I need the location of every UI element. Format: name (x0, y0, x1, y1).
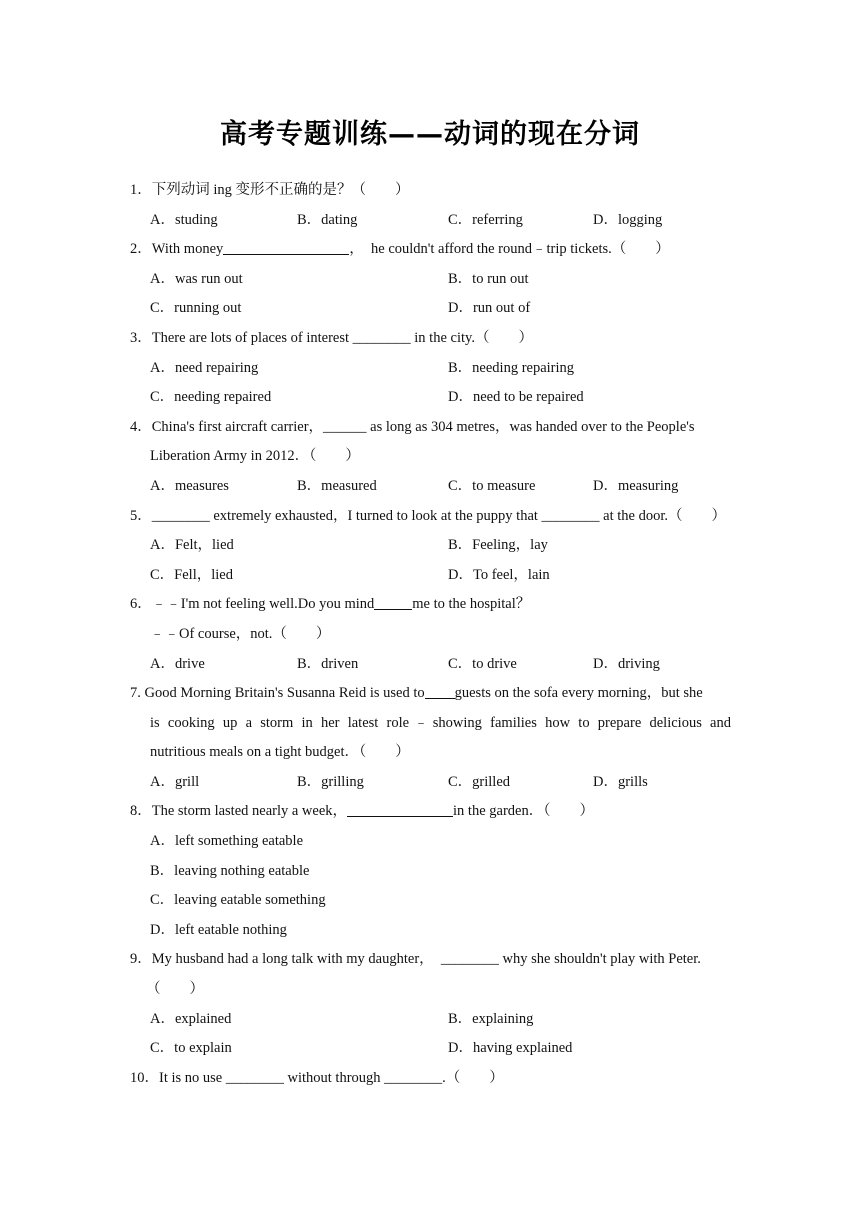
question-9-options-row-2 (0, 1034, 860, 1064)
option-c[interactable]: C．to measure (448, 477, 536, 494)
question-7-options (0, 768, 860, 798)
question-3-options-row-2 (0, 383, 860, 413)
question-2 (0, 235, 860, 324)
question-7-stem-start: 7. Good Morning Britain's Susanna Reid is used to (130, 685, 425, 702)
question-6-options (0, 650, 860, 680)
option-b[interactable]: B．Feeling，lay (448, 537, 548, 554)
option-c[interactable]: C．leaving eatable something (150, 892, 326, 909)
option-b[interactable]: B．needing repairing (448, 359, 575, 376)
question-1 (0, 176, 860, 235)
option-a[interactable]: A．left something eatable (150, 833, 304, 850)
option-d[interactable]: D．measuring (593, 477, 679, 494)
question-3-stem: 3．There are lots of places of interest ________ in the city.（ ） (130, 329, 533, 346)
question-6-stem-end: me to the hospital？ (412, 596, 531, 613)
question-5-options-row-2 (0, 561, 860, 591)
option-d[interactable]: D．logging (593, 211, 663, 228)
question-2-options-row-2 (0, 294, 860, 324)
question-4-options (0, 472, 860, 502)
question-8-stem-end: in the garden．（ ） (453, 803, 594, 820)
question-2-stem (0, 235, 860, 265)
option-b[interactable]: B．explaining (448, 1010, 534, 1027)
question-4-stem-line-2: Liberation Army in 2012．（ ） (150, 448, 360, 465)
question-6-stem-line-1 (0, 590, 860, 620)
question-1-stem: 1．下列动词 ing 变形不正确的是？（ ） (130, 182, 410, 198)
question-5-options-row-1 (0, 531, 860, 561)
question-7-stem-end: guests on the sofa every morning，but she (454, 685, 703, 702)
option-a[interactable]: A．was run out (150, 270, 243, 287)
question-8-option-row-c (0, 886, 860, 916)
option-c[interactable]: C．to drive (448, 655, 517, 672)
answer-blank[interactable] (425, 683, 455, 699)
question-4-stem-line-1: 4．China's first aircraft carrier，______ as long as 304 metres，was handed over to the People's (130, 418, 695, 435)
question-8-stem (0, 797, 860, 827)
option-d[interactable]: D．having explained (448, 1040, 573, 1057)
option-b[interactable]: B．leaving nothing eatable (150, 862, 310, 879)
answer-blank[interactable] (374, 594, 412, 610)
question-6 (0, 590, 860, 679)
question-10 (0, 1064, 860, 1094)
option-d[interactable]: D．To feel，lain (448, 566, 550, 583)
option-c[interactable]: C．grilled (448, 773, 511, 790)
question-3-options-row-1 (0, 354, 860, 384)
question-list (0, 176, 860, 1093)
question-6-stem-line-2: ﹣﹣Of course，not.（ ） (150, 625, 331, 642)
option-b[interactable]: B．dating (297, 211, 358, 228)
question-9 (0, 945, 860, 1063)
question-8-option-row-a (0, 827, 860, 857)
page-title: 高考专题训练——动词的现在分词 (220, 119, 640, 150)
option-d[interactable]: D．grills (593, 773, 648, 790)
question-8-option-row-b (0, 857, 860, 887)
question-6-stem-start: 6．﹣﹣I'm not feeling well.Do you mind (130, 596, 375, 613)
option-c[interactable]: C．to explain (150, 1040, 232, 1057)
option-c[interactable]: C．needing repaired (150, 389, 272, 406)
question-5 (0, 502, 860, 591)
question-7-stem-line-1 (0, 679, 860, 709)
question-3 (0, 324, 860, 413)
question-7-stem-line-2: is cooking up a storm in her latest role﹣showing families how to prepare delicious and (150, 714, 731, 731)
option-a[interactable]: A．need repairing (150, 359, 259, 376)
question-9-options-row-1 (0, 1005, 860, 1035)
question-10-stem: 10．It is no use ________ without through ________.（ ） (130, 1069, 504, 1086)
option-a[interactable]: A．Felt，lied (150, 537, 234, 554)
answer-blank[interactable] (223, 239, 349, 255)
option-a[interactable]: A．grill (150, 773, 200, 790)
option-b[interactable]: B．driven (297, 655, 359, 672)
option-c[interactable]: C．Fell，lied (150, 566, 233, 583)
option-d[interactable]: D．driving (593, 655, 660, 672)
question-2-options-row-1 (0, 265, 860, 295)
option-a[interactable]: A．drive (150, 655, 205, 672)
option-a[interactable]: A．measures (150, 477, 229, 494)
option-a[interactable]: A．explained (150, 1010, 232, 1027)
question-2-stem-end: ， he couldn't afford the round﹣trip tickets.（ ） (349, 241, 670, 258)
question-8-option-row-d (0, 916, 860, 946)
option-b[interactable]: B．measured (297, 477, 377, 494)
question-5-stem: 5．________ extremely exhausted，I turned to look at the puppy that ________ at the door.（ ） (130, 507, 727, 524)
question-8-stem-start: 8．The storm lasted nearly a week， (130, 803, 348, 820)
option-d[interactable]: D．run out of (448, 300, 531, 317)
option-b[interactable]: B．to run out (448, 270, 529, 287)
answer-blank[interactable] (347, 801, 453, 817)
question-7 (0, 679, 860, 797)
question-8 (0, 797, 860, 945)
question-7-stem-line-3: nutritious meals on a tight budget．（ ） (150, 744, 410, 761)
option-b[interactable]: B．grilling (297, 773, 364, 790)
question-9-stem-line-2: （ ） (146, 981, 204, 998)
question-4 (0, 413, 860, 502)
option-c[interactable]: C．referring (448, 211, 523, 228)
question-9-stem-line-1: 9．My husband had a long talk with my daughter， ________ why she shouldn't play with Peter. (130, 951, 701, 968)
question-2-stem-start: 2．With money (130, 241, 224, 258)
option-a[interactable]: A．studing (150, 211, 218, 228)
option-d[interactable]: D．need to be repaired (448, 389, 584, 406)
option-c[interactable]: C．running out (150, 300, 242, 317)
option-d[interactable]: D．left eatable nothing (150, 921, 287, 938)
question-1-options (0, 206, 860, 236)
